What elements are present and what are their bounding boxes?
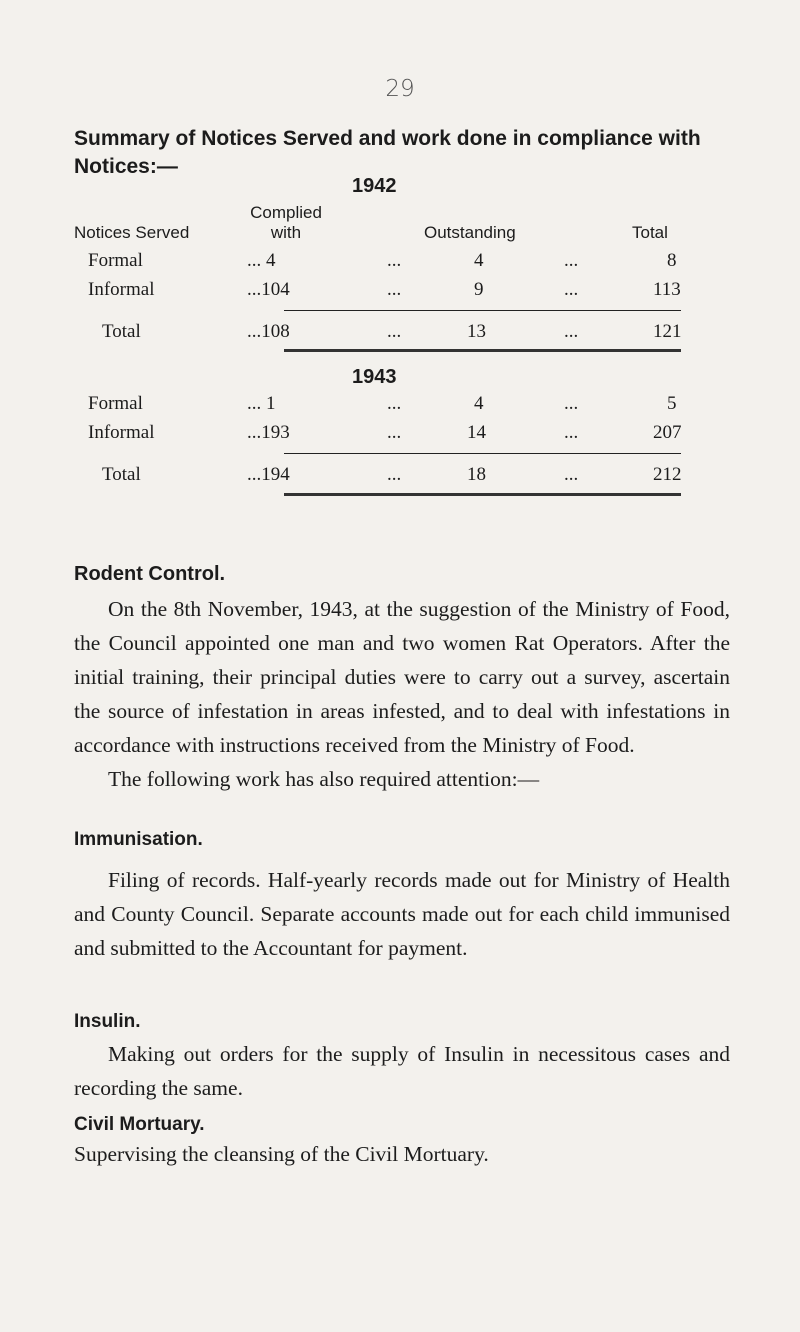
row-complied: ...194 — [247, 464, 290, 485]
row-type: Total — [102, 321, 141, 342]
summary-title-line2: Notices:— — [74, 155, 178, 178]
divider — [284, 493, 681, 496]
row-total: 121 — [653, 321, 682, 342]
divider — [284, 310, 681, 311]
immunisation-paragraph: Filing of records. Half-yearly records made out for Ministry of Health and County Council. Separate accounts made out for each child immunised and submitted to the Accountant for payment. — [74, 868, 730, 960]
row-type: Total — [102, 464, 141, 485]
mortuary-paragraph: Supervising the cleansing of the Civil Mortuary. — [74, 1142, 489, 1166]
summary-title-line1: Summary of Notices Served and work done in compliance with — [74, 127, 701, 150]
row-total: 212 — [653, 464, 682, 485]
row-outstanding: 14 — [467, 422, 486, 443]
divider — [284, 349, 681, 352]
row-type: Formal — [88, 393, 143, 414]
row-dots: ... — [564, 250, 579, 271]
row-outstanding: 4 — [474, 393, 484, 414]
row-total: 207 — [653, 422, 682, 443]
following-work-text: The following work has also required attention:— — [108, 767, 540, 791]
row-dots: ... — [564, 393, 579, 414]
header-complied-line1: Complied — [250, 203, 322, 222]
row-complied: ... 1 — [247, 393, 276, 414]
row-dots: ... — [387, 464, 402, 485]
header-notices-served: Notices Served — [74, 223, 190, 242]
row-total: 113 — [653, 279, 681, 300]
row-dots: ... — [564, 279, 579, 300]
header-complied — [234, 203, 338, 243]
row-complied: ...104 — [247, 279, 290, 300]
header-outstanding: Outstanding — [424, 223, 516, 242]
row-dots: ... — [564, 321, 579, 342]
section-heading-mortuary: Civil Mortuary. — [74, 1114, 205, 1135]
summary-title — [74, 125, 734, 181]
row-outstanding: 13 — [467, 321, 486, 342]
header-total: Total — [632, 223, 668, 242]
row-type: Informal — [88, 422, 155, 443]
rodent-paragraph: On the 8th November, 1943, at the suggestion of the Ministry of Food, the Council appointed one man and two women Rat Operators. After the initial training, their principal duties were to carry out a survey, ascertain the source of infestation in areas infested, and to deal with infestations in accordance with instructions received from the Ministry of Food. — [74, 597, 730, 757]
header-complied-line2: with — [270, 223, 302, 242]
year-1943-label: 1943 — [352, 366, 397, 388]
row-dots: ... — [387, 250, 402, 271]
section-heading-rodent: Rodent Control. — [74, 563, 226, 585]
row-outstanding: 18 — [467, 464, 486, 485]
page-number: 29 — [385, 76, 415, 102]
divider — [284, 453, 681, 454]
row-dots: ... — [387, 393, 402, 414]
row-dots: ... — [387, 321, 402, 342]
row-dots: ... — [387, 279, 402, 300]
section-heading-immunisation: Immunisation. — [74, 829, 203, 850]
row-type: Formal — [88, 250, 143, 271]
row-dots: ... — [564, 464, 579, 485]
row-outstanding: 9 — [474, 279, 484, 300]
row-dots: ... — [564, 422, 579, 443]
section-heading-insulin: Insulin. — [74, 1011, 141, 1032]
row-total: 5 — [667, 393, 677, 414]
row-complied: ...193 — [247, 422, 290, 443]
insulin-paragraph: Making out orders for the supply of Insulin in necessitous cases and recording the same. — [74, 1042, 730, 1100]
row-complied: ...108 — [247, 321, 290, 342]
year-1942-label: 1942 — [352, 175, 397, 197]
row-complied: ... 4 — [247, 250, 276, 271]
row-total: 8 — [667, 250, 677, 271]
row-type: Informal — [88, 279, 155, 300]
row-dots: ... — [387, 422, 402, 443]
row-outstanding: 4 — [474, 250, 484, 271]
